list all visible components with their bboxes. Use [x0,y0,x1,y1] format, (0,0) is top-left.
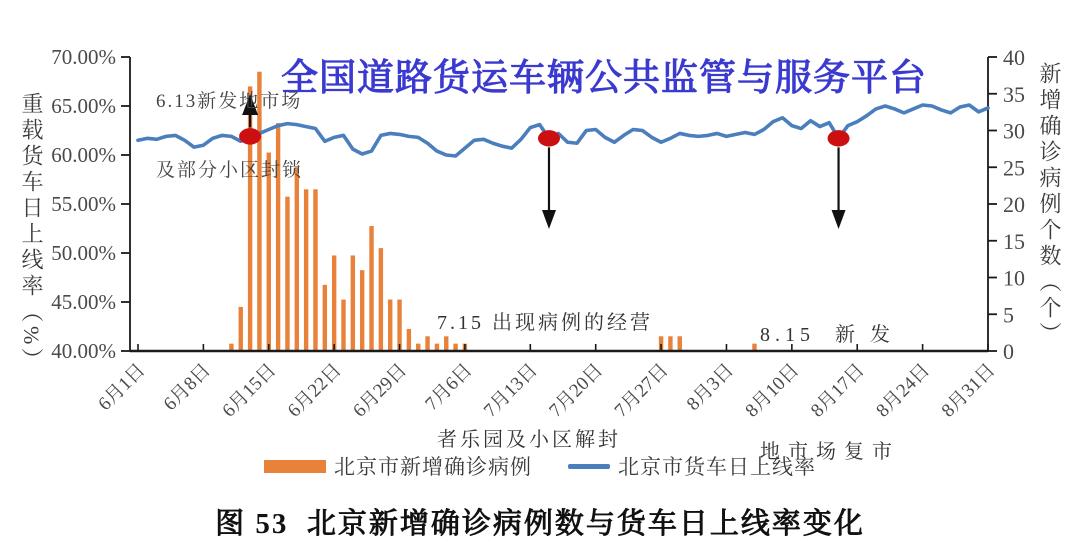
annotation-jul15-line1: 7.15 出现病例的经营 [437,312,653,334]
bar [388,300,392,351]
right-axis-tick-label: 20 [1003,192,1025,217]
annotation-jul15-line2: 者乐园及小区解封 [437,429,621,451]
bar [360,270,364,351]
right-axis-tick-label: 25 [1003,155,1025,181]
left-axis-tick-label: 50.00% [51,241,116,265]
right-axis-tick-label: 35 [1003,81,1025,107]
left-axis-tick-label: 60.00% [51,143,116,167]
x-axis-tick-label: 7月20日 [545,359,608,422]
x-axis-tick-label: 7月13日 [479,359,542,422]
bar [369,226,373,351]
bar [397,300,401,351]
x-axis-tick-label: 7月27日 [610,359,673,422]
legend-item-rate [568,451,816,481]
bar [239,307,243,351]
x-axis-tick-label: 7月6日 [421,359,477,415]
bar [341,300,345,351]
cases-legend-label: 北京市新增确诊病例 [334,455,532,479]
legend-item-cases [264,451,532,481]
left-axis-tick-label: 45.00% [51,290,116,314]
bar [407,329,411,351]
figure-caption [0,501,1080,542]
rate-swatch [568,464,610,469]
bar [323,285,327,351]
x-axis-tick-label: 6月15日 [218,359,281,422]
bar [678,336,682,351]
x-axis-tick-label: 6月29日 [349,359,412,422]
x-axis-tick-label: 8月24日 [872,359,935,422]
right-axis-tick-label: 0 [1003,339,1014,364]
right-axis-title: 新增确诊病例个数（个） [1037,62,1062,348]
bar [304,189,308,351]
bar [668,336,672,351]
annotation-aug15-line1: 8.15 新 发 [760,324,895,346]
left-axis-title: 重载货车日上线率（%） [19,92,44,375]
bar [332,255,336,351]
rate-legend-label: 北京市货车日上线率 [618,455,816,479]
right-axis-tick-label: 5 [1003,302,1014,328]
left-axis-tick-label: 55.00% [51,192,116,216]
annotation-jun13-line2: 及部分小区封锁 [156,160,304,181]
left-axis-tick-label: 70.00% [51,45,116,69]
legend [0,451,1080,481]
x-axis-tick-label: 8月31日 [937,359,1000,422]
caption-title: 北京新增确诊病例数与货车日上线率变化 [306,508,865,540]
cases-swatch [264,460,326,473]
bar [351,255,355,351]
event-dot [828,130,850,146]
right-axis-tick-label: 40 [1003,45,1025,70]
watermark-text: 全国道路货运车辆公共监管与服务平台 [281,57,927,98]
x-axis-tick-label: 6月8日 [159,359,215,415]
x-axis-tick-label: 6月22日 [283,359,346,422]
bar [379,248,383,351]
x-axis-tick-label: 8月17日 [806,359,869,422]
right-axis-tick-label: 30 [1003,118,1025,144]
left-axis-tick-label: 40.00% [51,339,116,363]
right-axis-tick-label: 10 [1003,265,1025,291]
event-dot [538,130,560,146]
annotation-aug15-line2: 地市场复市 [760,441,900,463]
x-axis-tick-label: 8月3日 [682,359,738,415]
annotation-jun13-line1: 6.13新发地市场 [156,91,303,112]
bar [313,189,317,351]
annotation-jul15 [437,226,653,538]
right-axis-tick-label: 15 [1003,228,1025,254]
caption-number: 图 53 [215,508,289,540]
event-arrow-head [832,210,846,229]
bar [425,336,429,351]
x-axis-tick-label: 6月1日 [94,359,150,415]
x-axis-tick-label: 8月10日 [741,359,804,422]
left-axis-tick-label: 65.00% [51,94,116,118]
